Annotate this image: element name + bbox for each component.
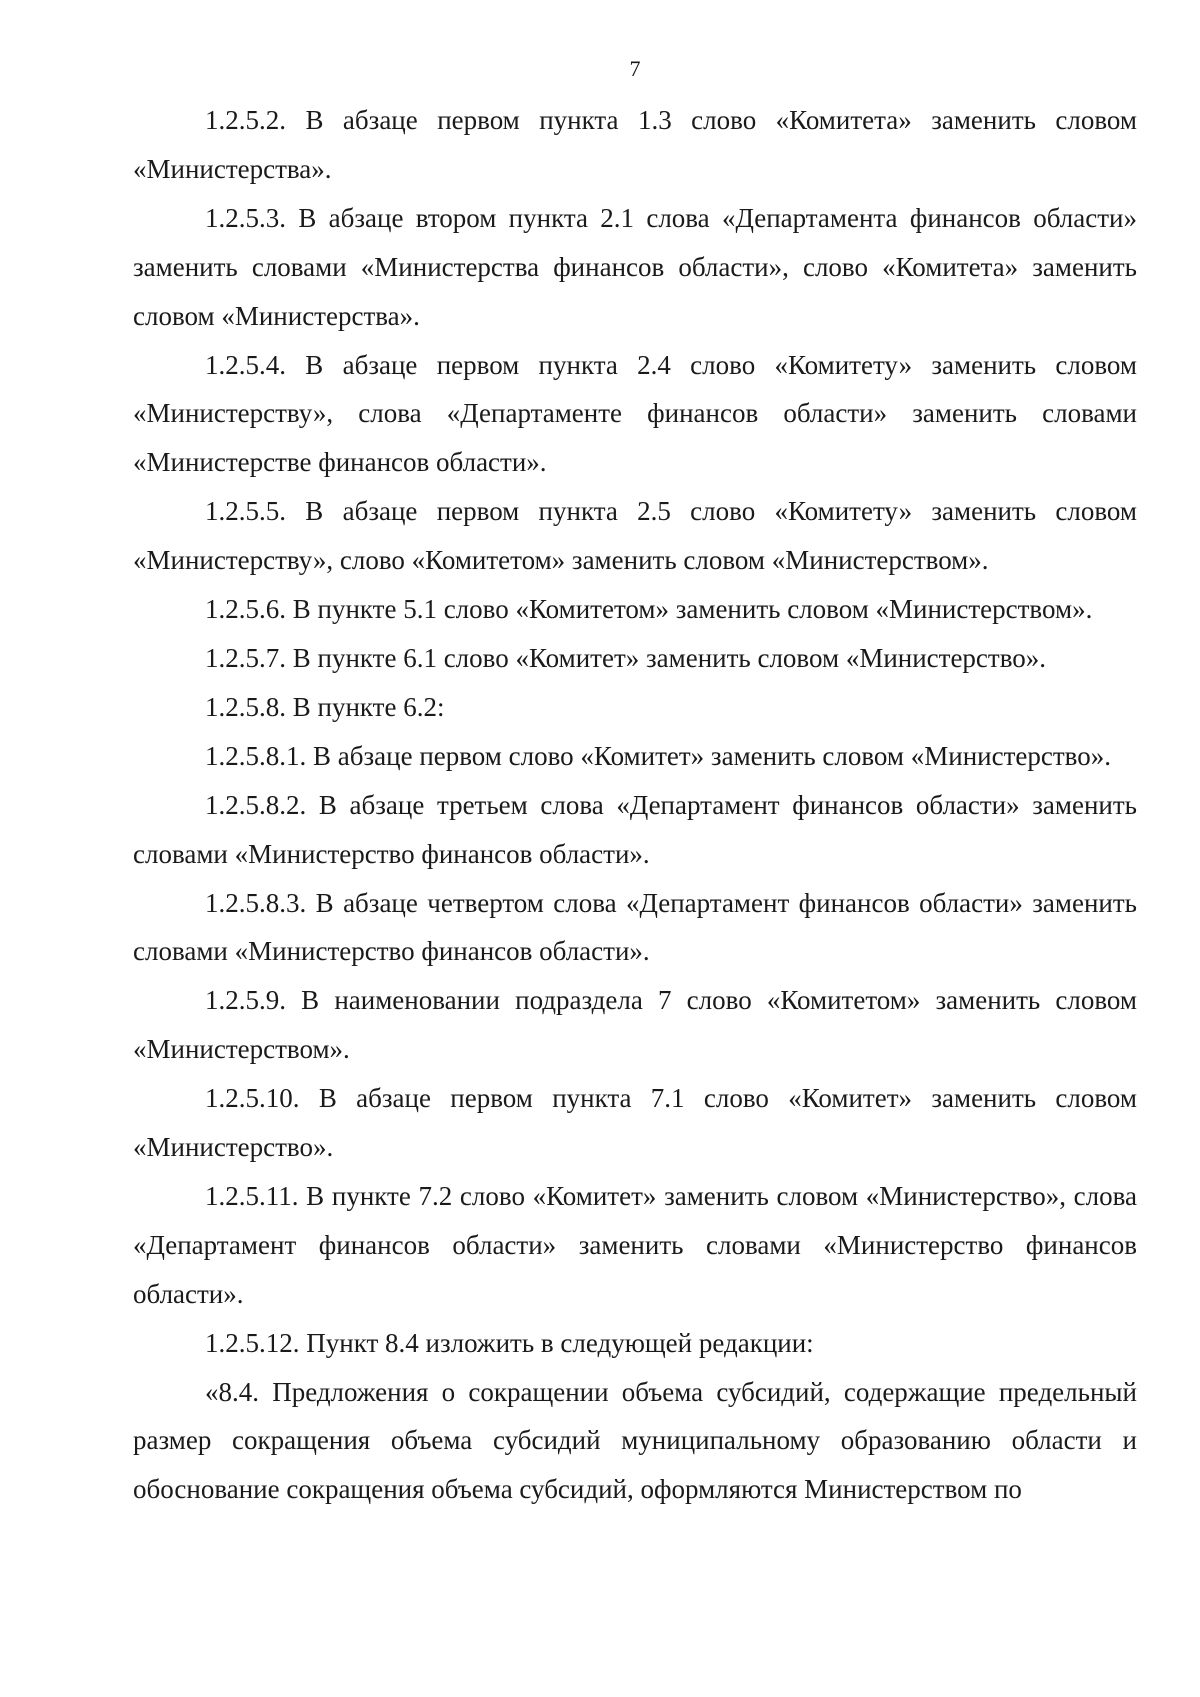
paragraph-1-2-5-11: 1.2.5.11. В пункте 7.2 слово «Комитет» заменить словом «Министерство», слова «Департамент финансов области» заменить словами «Министерство финансов области». — [133, 1180, 1137, 1309]
paragraph-1-2-5-10: 1.2.5.10. В абзаце первом пункта 7.1 слово «Комитет» заменить словом «Министерство». — [133, 1083, 1137, 1163]
paragraph-1-2-5-7: 1.2.5.7. В пункте 6.1 слово «Комитет» заменить словом «Министерство». — [205, 642, 1047, 673]
paragraph-8-4-quote: «8.4. Предложения о сокращении объема субсидий, содержащие предельный размер сокращения объема субсидий муниципальному образованию области и обоснование сокращения объема субсидий, оформляются Министерством по — [133, 1376, 1137, 1505]
paragraph-1-2-5-2: 1.2.5.2. В абзаце первом пункта 1.3 слово «Комитета» заменить словом «Министерства». — [133, 105, 1137, 184]
paragraph-1-2-5-8-3: 1.2.5.8.3. В абзаце четвертом слова «Департамент финансов области» заменить словами «Министерство финансов области». — [133, 887, 1137, 967]
paragraph-1-2-5-3: 1.2.5.3. В абзаце втором пункта 2.1 слова «Департамента финансов области» заменить словами «Министерства финансов области», слово «Комитета» заменить словом «Министерства». — [133, 202, 1137, 331]
paragraph-1-2-5-6: 1.2.5.6. В пункте 5.1 слово «Комитетом» заменить словом «Министерством». — [205, 594, 1093, 625]
paragraph-1-2-5-5: 1.2.5.5. В абзаце первом пункта 2.5 слово «Комитету» заменить словом «Министерству», слово «Комитетом» заменить словом «Министерством». — [133, 496, 1137, 576]
page-number: 7 — [629, 56, 641, 81]
paragraph-1-2-5-8: 1.2.5.8. В пункте 6.2: — [205, 691, 445, 722]
paragraph-1-2-5-8-1: 1.2.5.8.1. В абзаце первом слово «Комитет» заменить словом «Министерство». — [205, 740, 1111, 771]
document-body — [133, 96, 1137, 1514]
paragraph-1-2-5-9: 1.2.5.9. В наименовании подраздела 7 слово «Комитетом» заменить словом «Министерством». — [133, 985, 1137, 1065]
paragraph-1-2-5-12: 1.2.5.12. Пункт 8.4 изложить в следующей редакции: — [205, 1327, 814, 1358]
paragraph-1-2-5-8-2: 1.2.5.8.2. В абзаце третьем слова «Департамент финансов области» заменить словами «Министерство финансов области». — [133, 789, 1137, 869]
paragraph-1-2-5-4: 1.2.5.4. В абзаце первом пункта 2.4 слово «Комитету» заменить словом «Министерству», слова «Департаменте финансов области» заменить словами «Министерстве финансов области». — [133, 349, 1137, 478]
